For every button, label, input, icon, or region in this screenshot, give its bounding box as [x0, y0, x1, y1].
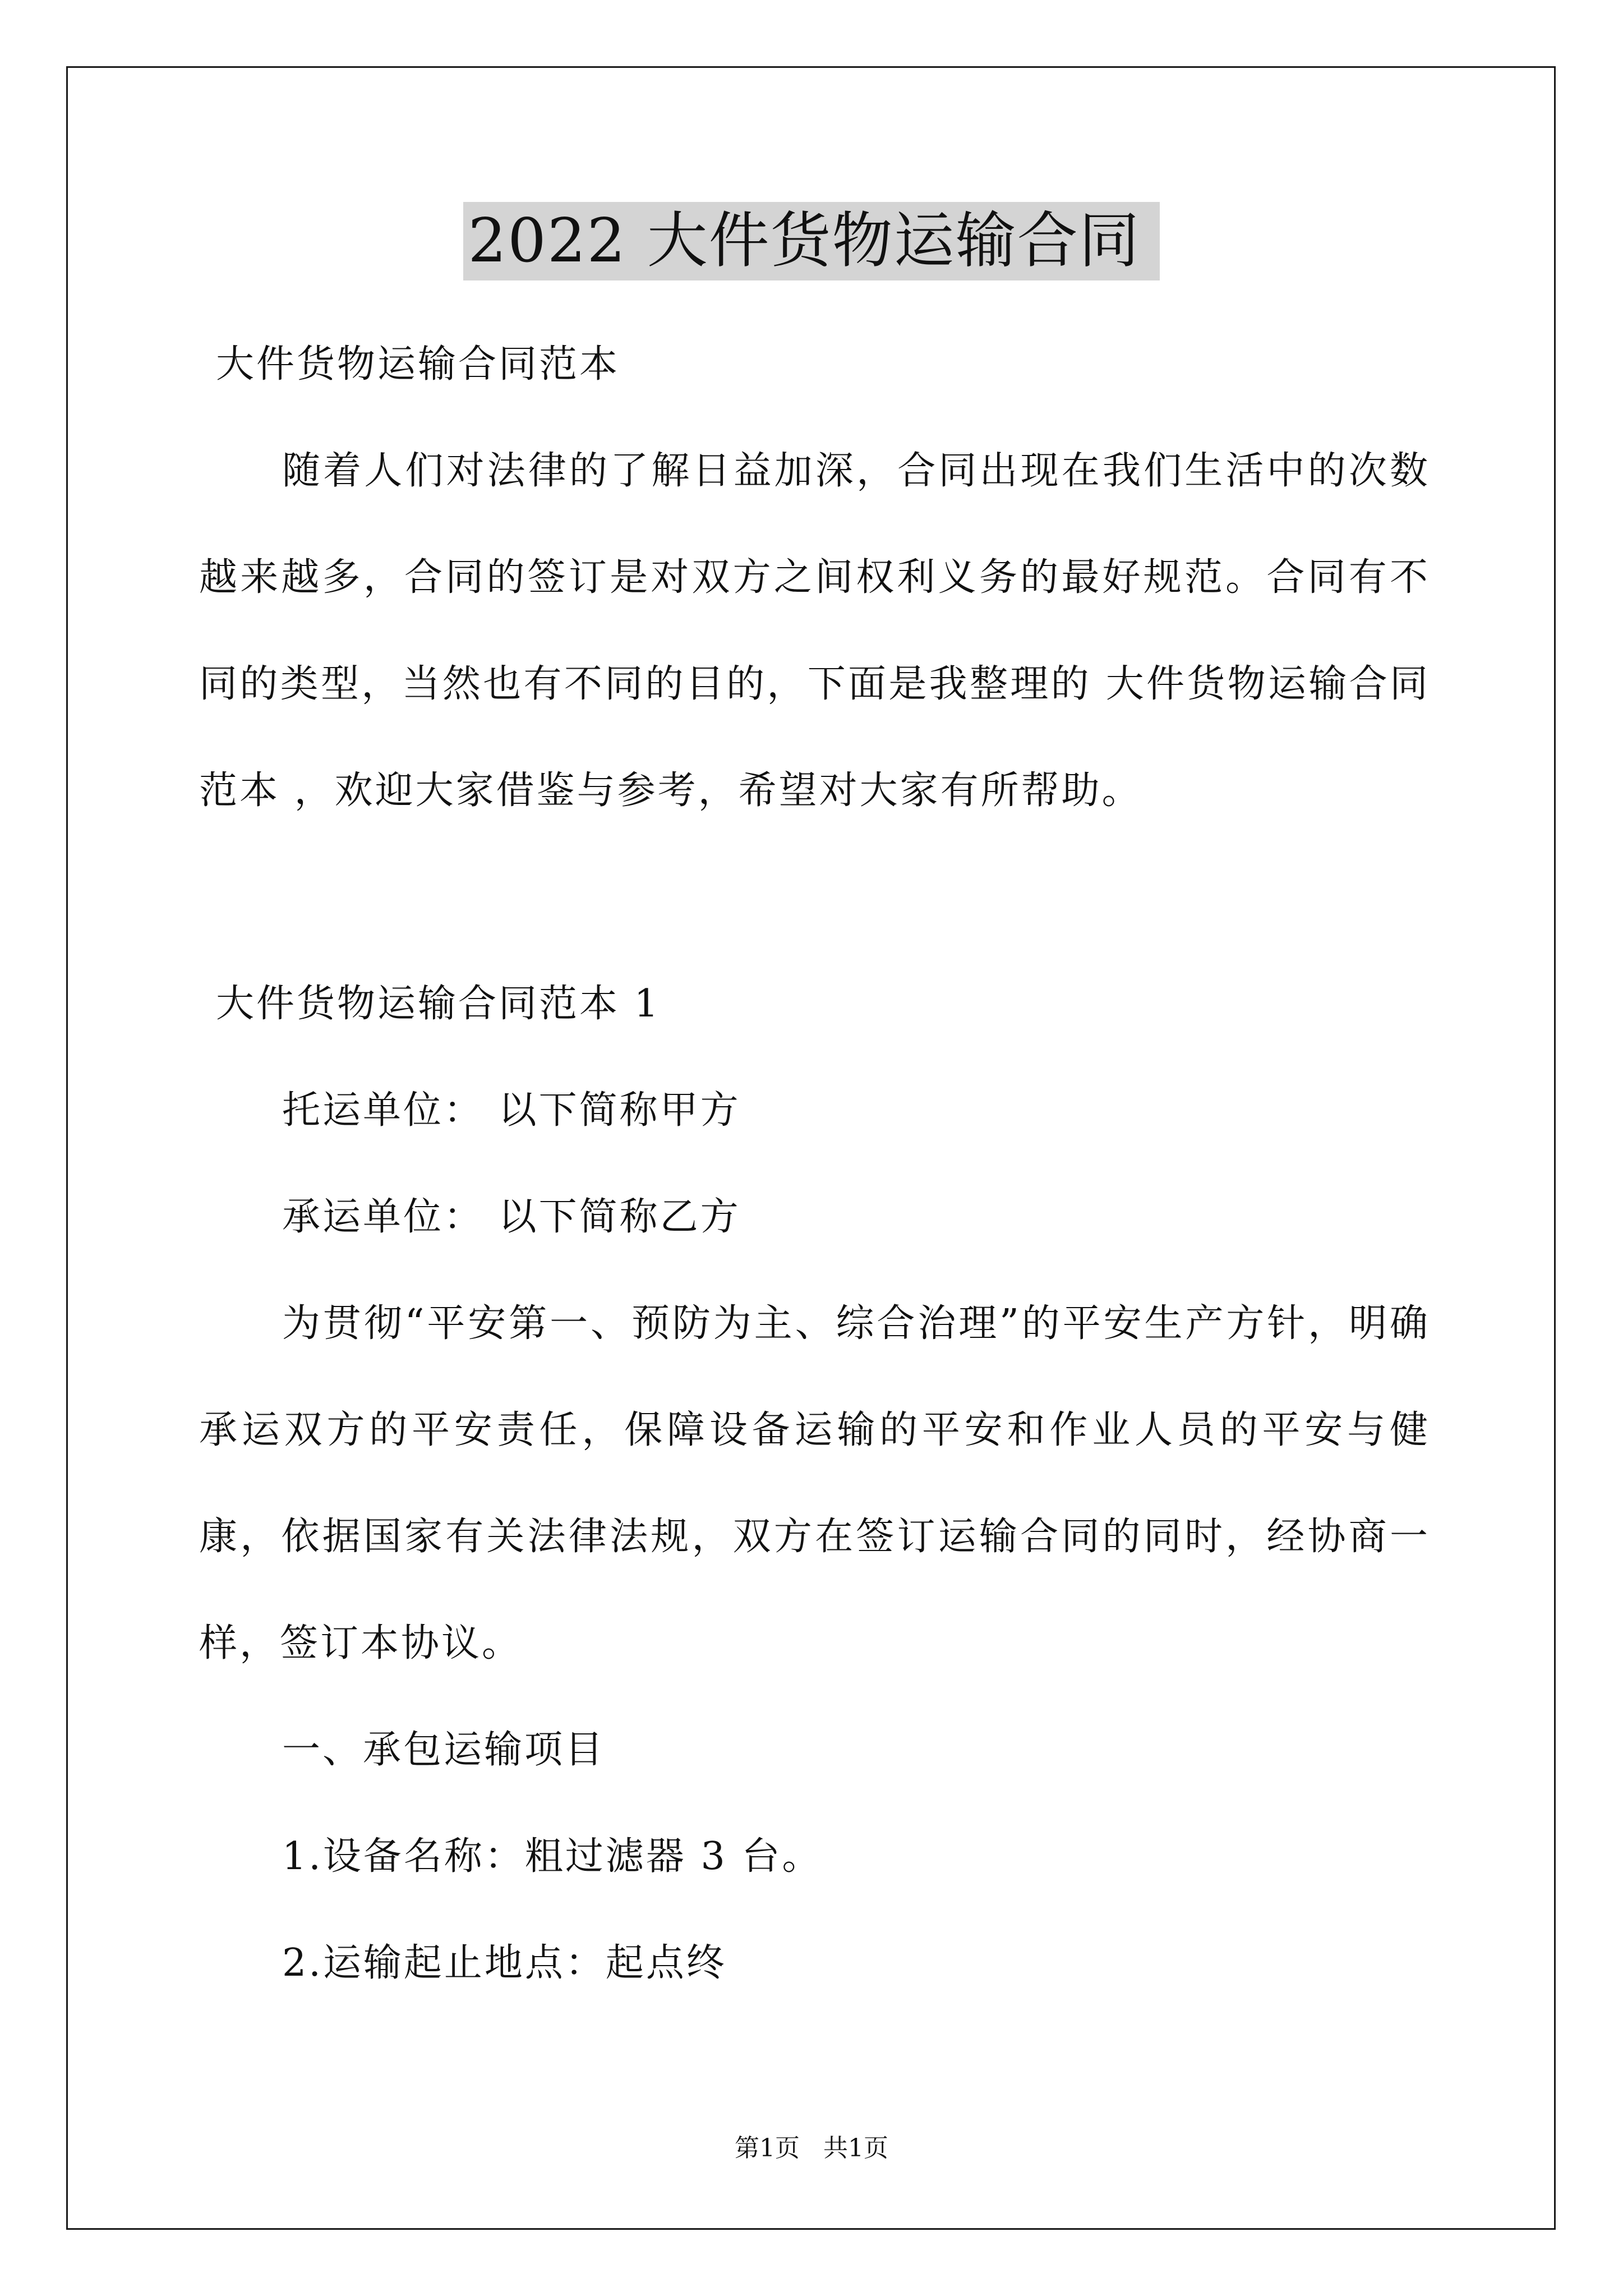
intro-paragraph: 随着人们对法律的了解日益加深，合同出现在我们生活中的次数越来越多，合同的签订是对双方之间权利义务的最好规范。合同有不同的类型，当然也有不同的目的，下面是我整理的 大件货物运输合同范本 ，欢迎大家借鉴与参考，希望对大家有所帮助。: [199, 449, 1430, 813]
item-heading: 一、承包运输项目: [282, 1728, 606, 1772]
item-2: 2.运输起止地点：起点终: [282, 1941, 727, 1985]
page-footer: 第1页 共1页: [735, 2134, 888, 2162]
section-title: 大件货物运输合同范本 1: [216, 982, 661, 1026]
spacer: [199, 844, 1430, 951]
document-title: 2022 大件货物运输合同: [463, 202, 1159, 280]
document-body: [199, 311, 1430, 2017]
item-1: 1.设备名称：粗过滤器 3 台。: [282, 1834, 823, 1879]
carrier-line: 承运单位： 以下简称乙方: [282, 1195, 741, 1239]
consignor-line: 托运单位： 以下简称甲方: [282, 1088, 741, 1133]
subtitle: 大件货物运输合同范本: [216, 342, 620, 386]
title-container: [0, 202, 1623, 280]
purpose-paragraph: 为贯彻“平安第一、预防为主、综合治理”的平安生产方针，明确承运双方的平安责任，保障设备运输的平安和作业人员的平安与健康，依据国家有关法律法规，双方在签订运输合同的同时，经协商一样，签订本协议。: [199, 1301, 1430, 1665]
